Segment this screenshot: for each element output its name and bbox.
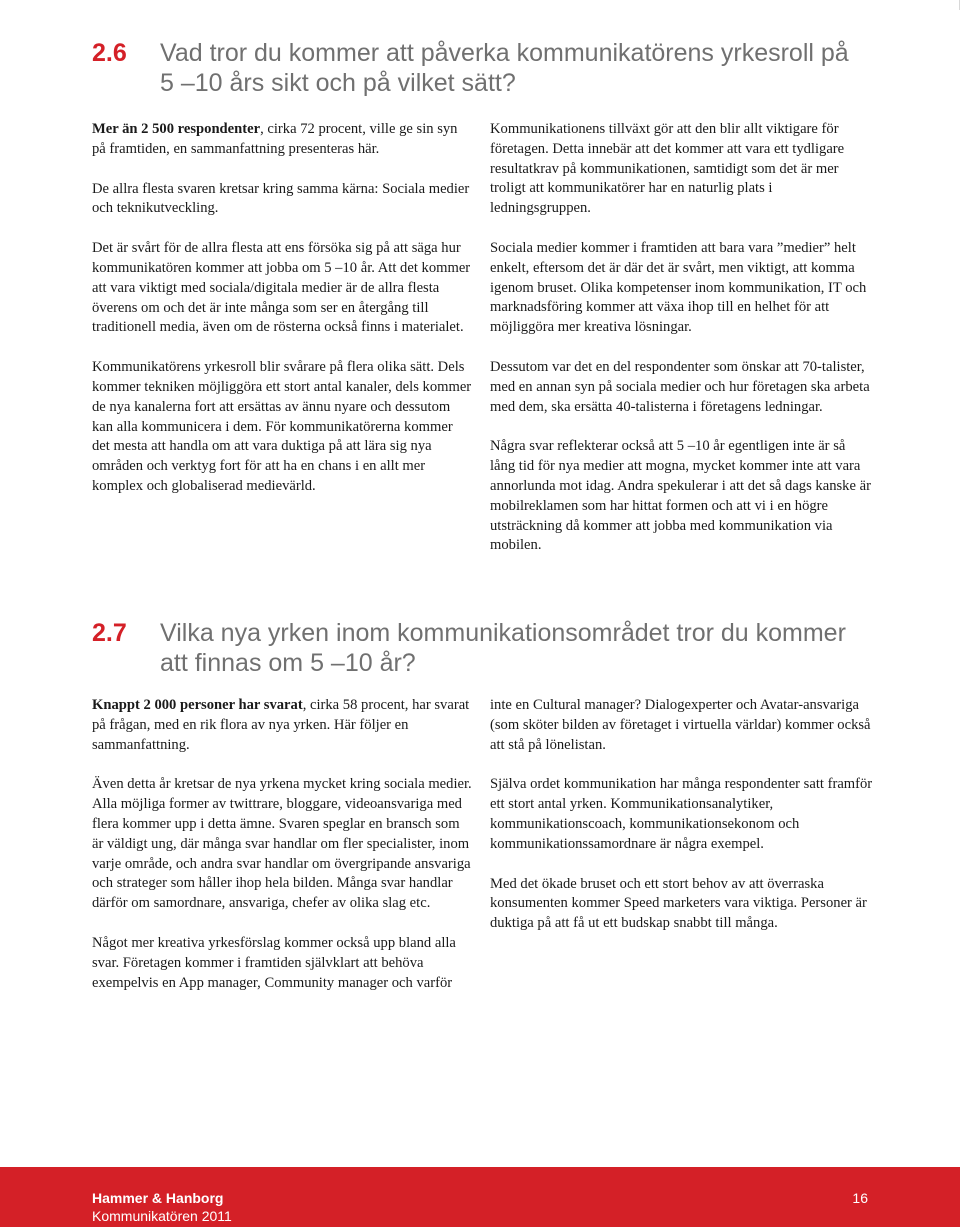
footer-brand: Hammer & Hanborg	[92, 1190, 224, 1206]
paragraph: Även detta år kretsar de nya yrkena mycket kring sociala medier. Alla möjliga former av twittrare, bloggare, videoansvariga med flera kommer upp i detta ämne. Svaren speglar en bransch som är väldigt ung, där många svar handlar om fler specialister, inom varje område, och andra svar handlar om övergripande ansvariga och strateger som håller ihop hela bilden. Många svar handlar därför om samordnare, ansvariga, chefer av olika slag etc.	[92, 776, 472, 912]
paragraph: Dessutom var det en del respondenter som önskar att 70-talister, med en annan syn på sociala medier och hur företagen ska arbeta med dem, ska ersätta 40-talisterna i företagens ledningar.	[490, 358, 870, 415]
page-footer	[0, 1167, 960, 1227]
paragraph: inte en Cultural manager? Dialogexperter och Avatar-ansvariga (som sköter bilden av företaget i virtuella världar) kommer också att stå på lönelistan.	[490, 697, 871, 753]
paragraph: De allra flesta svaren kretsar kring samma kärna: Sociala medier och teknikutveckling.	[92, 180, 470, 217]
section-2-7-left-column	[92, 696, 472, 1013]
section-2-6-left-column	[92, 120, 472, 517]
paragraph: Sociala medier kommer i framtiden att bara vara ”medier” helt enkelt, eftersom det är där det är svårt, men viktigt, att komma igenom bruset. Olika kompetenser inom kommunikation, IT och marknadsföring kommer att växa ihop till en helhet för att möjliggöra mer kreativa lösningar.	[490, 239, 867, 336]
paragraph: Själva ordet kommunikation har många respondenter satt framför ett stort antal yrken. Kommunikationsanalytiker, kommunikationscoach, kommunikationsekonom och kommunikationssamordnare är några exempel.	[490, 776, 873, 852]
paragraph: Kommunikationens tillväxt gör att den blir allt viktigare för företagen. Detta innebär att det kommer att vara ett tydligare resultatkrav på kommunikationen, samtidigt som det är mer troligt att kommunikatörer har en naturlig plats i ledningsgruppen.	[490, 121, 845, 217]
paragraph: Det är svårt för de allra flesta att ens försöka sig på att säga hur kommunikatören kommer att jobba om 5 –10 år. Att det kommer att vara viktigt med sociala/digitala medier är de allra flesta överens om och det är inte många som ser en återgång till traditionell media, även om de rösterna också finns i materialet.	[92, 240, 471, 336]
paragraph-text: , cirka 72 procent, ville ge sin syn på framtiden, en sammanfattning presenteras här.	[92, 121, 458, 157]
paragraph-text: , cirka 58 procent, har svarat på frågan, med en rik flora av nya yrken. Här följer en sammanfattning.	[92, 697, 470, 753]
section-number: 2.6	[92, 39, 127, 67]
section-2-7-right-column	[490, 696, 874, 954]
paragraph: Med det ökade bruset och ett stort behov av att överraska konsumenten kommer Speed marketers vara viktiga. Personer är duktiga på att få ut ett budskap snabbt till många.	[490, 875, 867, 932]
section-2-6-right-column	[490, 120, 874, 576]
footer-publication: Kommunikatören 2011	[92, 1208, 232, 1224]
paragraph: Några svar reflekterar också att 5 –10 år egentligen inte är så lång tid för nya medier att mogna, mycket kommer inte att vara annorlunda mot idag. Andra spekulerar i att det så dags kanske är mobilreklamen som har hittat formen och att vi i en högre utsträckning då kommer att jobba med kommunikation via mobilen.	[490, 438, 871, 554]
section-number: 2.7	[92, 619, 127, 647]
paragraph: Något mer kreativa yrkesförslag kommer också upp bland alla svar. Företagen kommer i framtiden självklart att behöva exempelvis en App manager, Community manager och varför	[92, 934, 456, 991]
section-title: Vad tror du kommer att påverka kommunikatörens yrkesroll på 5 –10 års sikt och på vilket sätt?	[160, 39, 849, 97]
paragraph	[92, 696, 472, 755]
section-title: Vilka nya yrken inom kommunikationsområdet tror du kommer att finnas om 5 –10 år?	[160, 619, 846, 677]
bold-lead: Knappt 2 000 personer har svarat	[92, 697, 303, 713]
bold-lead: Mer än 2 500 respondenter	[92, 121, 261, 137]
section-2-6-heading	[92, 38, 882, 102]
paragraph: Kommunikatörens yrkesroll blir svårare på flera olika sätt. Dels kommer tekniken möjliggöra ett stort antal kanaler, dels kommer de nya kanalerna fort att ersättas av ännu nyare och dessutom kan alla kommunicera i dem. För kommunikatörerna kommer det mesta att handla om att vara duktiga på att lära sig nya områden och verktyg fort för att ha en chans i en allt mer komplex och globaliserad medievärld.	[92, 359, 472, 494]
section-2-7-heading	[92, 618, 882, 682]
paragraph	[92, 120, 472, 160]
page-number: 16	[852, 1190, 868, 1206]
